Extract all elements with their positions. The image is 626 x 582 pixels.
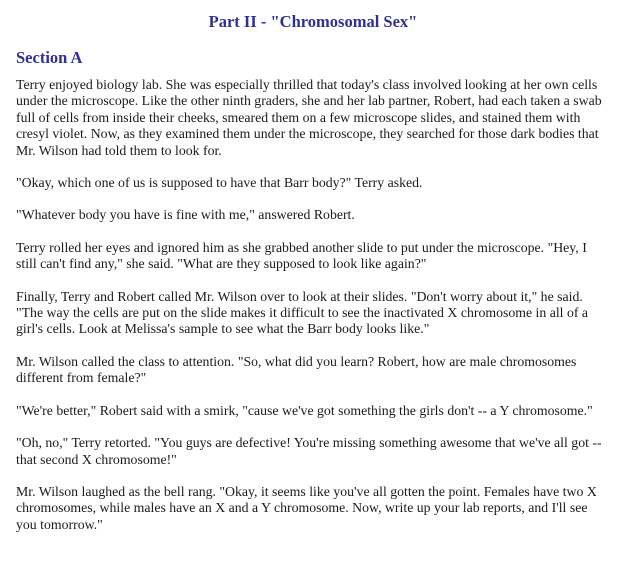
- paragraph-terry-slide: Terry rolled her eyes and ignored him as she grabbed another slide to put under the microscope. "Hey, I still can't find any," she said. "What are they supposed to look like again?": [16, 239, 587, 272]
- paragraph-intro: Terry enjoyed biology lab. She was especially thrilled that today's class involved looking at her own cells under the microscope. Like the other ninth graders, she and her lab partner, Robert, had each taken a swab full of cells from inside their cheeks, smeared them on a few microscope slides, and stained them with cresyl violet. Now, as they examined them under the microscope, they searched for those dark bodies that Mr. Wilson had told them to look for.: [16, 77, 602, 158]
- paragraph-class-attention: Mr. Wilson called the class to attention. "So, what did you learn? Robert, how are male chromosomes different from female?": [16, 353, 577, 386]
- paragraph-robert-answers: "Whatever body you have is fine with me," answered Robert.: [16, 207, 355, 223]
- paragraph-terry-retort: "Oh, no," Terry retorted. "You guys are defective! You're missing something awesome that we've all got -- that second X chromosome!": [16, 435, 602, 467]
- paragraph-terry-asks: "Okay, which one of us is supposed to have that Barr body?" Terry asked.: [16, 175, 423, 191]
- section-title: Section A: [16, 48, 83, 67]
- paragraph-mr-wilson-slides: Finally, Terry and Robert called Mr. Wilson over to look at their slides. "Don't worry about it," he said. "The way the cells are put on the slide makes it difficult to see the inactivated X chromosome in all of a girl's cells. Look at Melissa's sample to see what the Barr body looks like.": [16, 288, 589, 337]
- part-title: Part II - "Chromosomal Sex": [208, 12, 418, 31]
- paragraph-robert-smirk: "We're better," Robert said with a smirk, "cause we've got something the girls don't -- a Y chromosome.": [16, 402, 593, 418]
- paragraph-conclusion: Mr. Wilson laughed as the bell rang. "Okay, it seems like you've all gotten the point. Females have two X chromosomes, while males have an X and a Y chromosome. Now, write up your lab reports, and I'll see you tomorrow.": [16, 483, 597, 532]
